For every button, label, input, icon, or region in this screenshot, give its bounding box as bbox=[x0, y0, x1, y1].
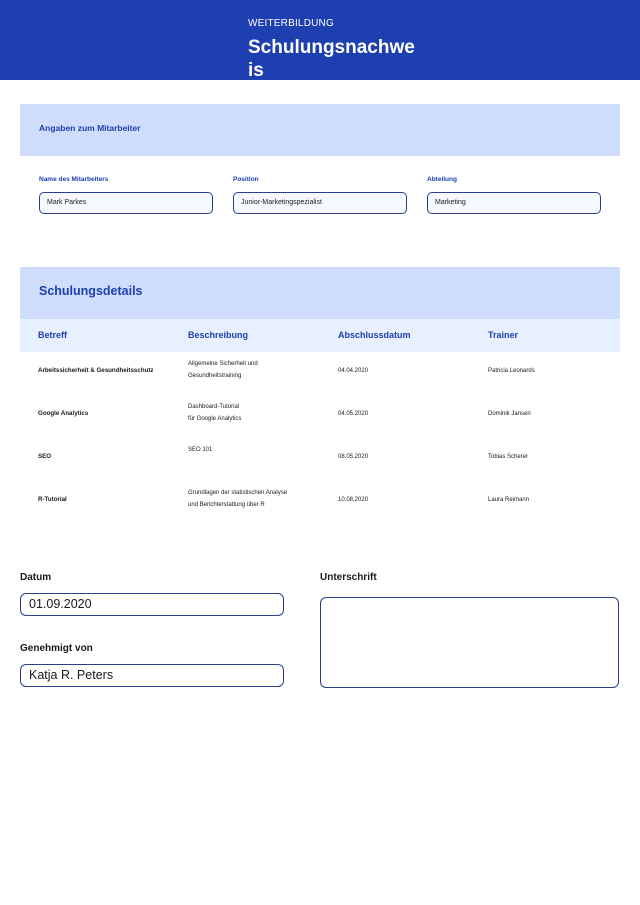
row-completion-date: 08.05.2020 bbox=[338, 454, 369, 460]
header-kicker: WEITERBILDUNG bbox=[248, 18, 334, 29]
signature-label: Unterschrift bbox=[320, 572, 377, 583]
page-header bbox=[0, 0, 640, 80]
column-header-completion-date: Abschlussdatum bbox=[338, 330, 411, 340]
training-table-header bbox=[20, 319, 620, 352]
training-section-title: Schulungsdetails bbox=[39, 284, 143, 298]
row-subject: SEO bbox=[38, 453, 52, 460]
row-completion-date: 04.04.2020 bbox=[338, 368, 369, 374]
row-description-line: Dashboard-Tutorial bbox=[188, 404, 240, 410]
training-section-header bbox=[20, 267, 620, 319]
date-field[interactable]: 01.09.2020 bbox=[20, 593, 284, 616]
approved-by-field[interactable]: Katja R. Peters bbox=[20, 664, 284, 687]
row-trainer: Laura Reimann bbox=[488, 497, 530, 503]
employee-section-title: Angaben zum Mitarbeiter bbox=[39, 123, 141, 133]
row-description-line: Gesundheitstraining bbox=[188, 373, 242, 379]
row-description-line: SEO 101 bbox=[188, 447, 213, 453]
column-header-trainer: Trainer bbox=[488, 330, 519, 340]
department-field[interactable]: Marketing bbox=[427, 192, 601, 214]
row-completion-date: 10.08.2020 bbox=[338, 497, 369, 503]
approved-by-label: Genehmigt von bbox=[20, 643, 93, 654]
employee-name-label: Name des Mitarbeiters bbox=[39, 176, 109, 183]
employee-section-header bbox=[20, 104, 620, 156]
row-description-line: für Google Analytics bbox=[188, 416, 242, 422]
row-description-line: Grundlagen der statistischen Analyse bbox=[188, 490, 288, 496]
row-description-line: und Berichterstattung über R bbox=[188, 502, 265, 508]
column-header-description: Beschreibung bbox=[188, 330, 249, 340]
position-field[interactable]: Junior-Marketingspezialist bbox=[233, 192, 407, 214]
row-description-line: Allgemeine Sicherheit und bbox=[188, 361, 258, 367]
column-header-subject: Betreff bbox=[38, 330, 68, 340]
date-label: Datum bbox=[20, 572, 52, 583]
employee-name-field[interactable]: Mark Parkes bbox=[39, 192, 213, 214]
department-label: Abteilung bbox=[427, 176, 457, 183]
row-subject: Arbeitssicherheit & Gesundheitsschutz bbox=[38, 367, 154, 374]
row-trainer: Tobias Scherer bbox=[488, 454, 529, 460]
row-trainer: Dominik Jansen bbox=[488, 411, 531, 417]
row-subject: R-Tutorial bbox=[38, 496, 67, 503]
page-title: Schulungsnachweis bbox=[248, 37, 415, 80]
row-trainer: Patricia Leonards bbox=[488, 368, 535, 374]
row-completion-date: 04.05.2020 bbox=[338, 411, 369, 417]
row-subject: Google Analytics bbox=[38, 410, 89, 417]
signature-field[interactable] bbox=[320, 597, 619, 688]
position-label: Position bbox=[233, 176, 259, 183]
